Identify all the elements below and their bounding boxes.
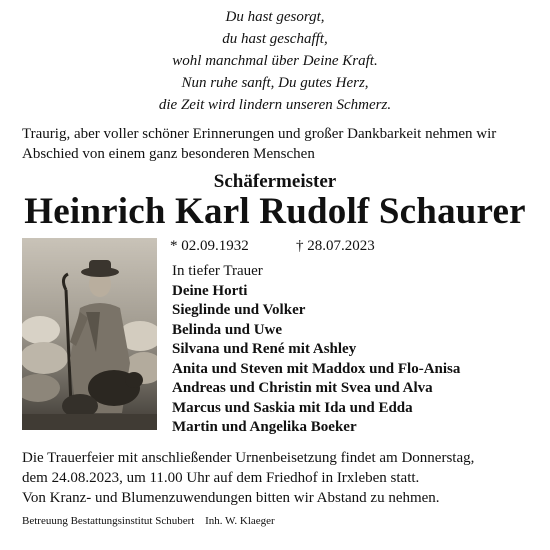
funeral-info-line: Von Kranz- und Blumenzuwendungen bitten wir Abstand zu nehmen.: [22, 490, 440, 506]
funeral-home-name: Betreuung Bestattungsinstitut Schubert: [22, 515, 195, 527]
mourner-entry: Marcus und Saskia mit Ida und Edda: [172, 399, 413, 416]
mourner-entry: Deine Horti: [172, 282, 248, 299]
funeral-info: [22, 448, 542, 508]
mourner-entry: Andreas und Christin mit Svea und Alva: [172, 380, 433, 396]
intro-text: Traurig, aber voller schöner Erinnerungen und großer Dankbarkeit nehmen wir Abschied von einem ganz besonderen Menschen: [22, 126, 497, 162]
poem-line: Nun ruhe sanft, Du gutes Herz,: [181, 75, 369, 91]
mourner-entry: Martin und Angelika Boeker: [172, 419, 357, 435]
poem-line: wohl manchmal über Deine Kraft.: [172, 53, 378, 69]
funeral-home-owner: Inh. W. Klaeger: [205, 515, 275, 527]
death-date: † 28.07.2023: [296, 238, 375, 254]
birth-date: * 02.09.1932: [170, 238, 249, 254]
poem: [0, 6, 550, 116]
poem-line: Du hast gesorgt,: [225, 9, 325, 25]
funeral-info-line: Die Trauerfeier mit anschließender Urnenbeisetzung findet am Donnerstag,: [22, 450, 475, 466]
poem-line: du hast geschafft,: [222, 31, 328, 47]
profession-title: Schäfermeister: [213, 171, 337, 192]
deceased-name: Heinrich Karl Rudolf Schaurer: [24, 191, 526, 232]
funeral-home-credit: [22, 514, 275, 528]
mourners-heading: In tiefer Trauer: [172, 263, 263, 279]
poem-line: die Zeit wird lindern unseren Schmerz.: [158, 97, 392, 113]
mourner-entry: Silvana und René mit Ashley: [172, 341, 357, 357]
mourner-entry: Sieglinde und Volker: [172, 302, 306, 318]
funeral-info-line: dem 24.08.2023, um 11.00 Uhr auf dem Friedhof in Irxleben statt.: [22, 470, 420, 486]
mourner-entry: Anita und Steven mit Maddox und Flo-Anisa: [172, 360, 461, 377]
mourner-entry: Belinda und Uwe: [172, 321, 283, 338]
portrait-photo: [22, 238, 157, 430]
mourners-list: [172, 262, 542, 438]
